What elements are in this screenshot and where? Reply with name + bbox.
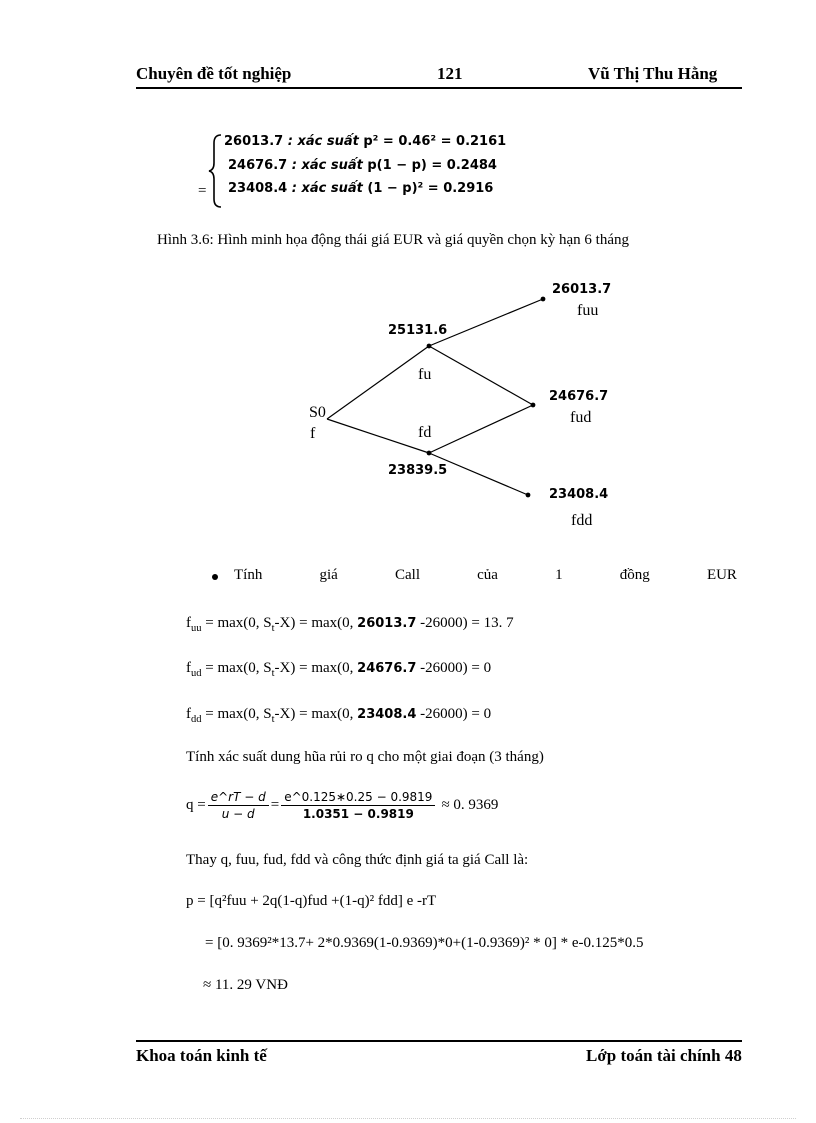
outcome-value-2: 24676.7 xyxy=(228,158,288,173)
q-equation xyxy=(186,790,498,821)
outcome-expr-3: (1 − p)² = 0.2916 xyxy=(367,181,494,196)
bullet-text-row xyxy=(234,567,737,584)
bullet-word-1: Tính xyxy=(234,567,263,583)
edge-s0-down xyxy=(327,419,432,453)
bullet-word-4: của xyxy=(477,567,498,583)
payoff-line-dd: $f_{dd} = \max(0$, $S_t-X) = \max(0$, 23408.4 -26000) = 0 xyxy=(186,706,492,725)
outcome-value-3: 23408.4 xyxy=(228,181,288,196)
node-fd-label: fd xyxy=(418,424,432,441)
outcome-expr-2: p(1 − p) = 0.2484 xyxy=(367,158,497,173)
footer-right: Lớp toán tài chính 48 xyxy=(586,1046,742,1065)
bullet-word-5: 1 xyxy=(555,567,563,583)
q-approx: ≈ 0. 9369 xyxy=(441,797,499,813)
edge-s0-up xyxy=(327,346,432,419)
payoff-value-dd: 23408.4 xyxy=(357,707,417,722)
node-ud-dot xyxy=(531,403,536,408)
bullet-word-3: Call xyxy=(394,567,420,583)
outcome-label-3: : xác suất xyxy=(287,181,368,196)
node-dd-value: 23408.4 xyxy=(549,487,609,502)
outcome-value-1: 26013.7 xyxy=(224,134,284,149)
node-down-value: 23839.5 xyxy=(388,463,448,478)
outcome-label-1: : xác suất xyxy=(283,134,364,149)
node-down-dot xyxy=(427,451,432,456)
q-eq-sign: = xyxy=(270,797,280,813)
node-s0-label: S0 xyxy=(309,404,326,421)
page-number: 121 xyxy=(437,64,463,83)
node-up-dot xyxy=(427,344,432,349)
header-right: Vũ Thị Thu Hằng xyxy=(588,64,718,83)
outcome-expr-1: p² = 0.46² = 0.2161 xyxy=(363,134,507,149)
footer-rule xyxy=(136,1040,742,1042)
node-f-label: f xyxy=(310,425,316,442)
edge-down-ud xyxy=(429,405,533,453)
node-up-value: 25131.6 xyxy=(388,323,448,338)
payoff-value-ud: 24676.7 xyxy=(357,661,417,676)
risk-neutral-prob-text: Tính xác suất dung hũa rủi ro q cho một giai đoạn (3 tháng) xyxy=(186,749,544,765)
q-frac1-den: u − d xyxy=(221,807,255,821)
q-frac1-num: e^rT − d xyxy=(208,790,269,806)
q-frac2-num: e^0.125∗0.25 − 0.9819 xyxy=(281,790,435,806)
q-fraction-numeric xyxy=(281,790,435,821)
outcomes-equals: = xyxy=(198,183,207,199)
outcome-label-2: : xác suất xyxy=(287,158,368,173)
node-uu-value: 26013.7 xyxy=(552,282,612,297)
header-left: Chuyên đề tốt nghiệp xyxy=(136,64,292,83)
footer-left: Khoa toán kinh tế xyxy=(136,1046,267,1065)
bullet-word-7: EUR xyxy=(706,567,737,583)
q-frac2-den: 1.0351 − 0.9819 xyxy=(302,807,414,821)
q-lhs: q = xyxy=(186,797,206,813)
figure-caption: Hình 3.6: Hình minh họa động thái giá EUR và giá quyền chọn kỳ hạn 6 tháng xyxy=(157,232,630,248)
node-uu-dot xyxy=(541,297,546,302)
node-fdd-label: fdd xyxy=(571,512,593,529)
node-fuu-label: fuu xyxy=(577,302,599,319)
page-bottom-dotted-rule xyxy=(20,1118,796,1119)
q-fraction-symbolic xyxy=(208,790,269,821)
node-dd-dot xyxy=(526,493,531,498)
call-price-result: ≈ 11. 29 VNĐ xyxy=(203,977,288,993)
payoff-line-uu: $f_{uu} = \max(0$, $S_t-X) = \max(0$, 26013.7 -26000) = 13. 7 xyxy=(186,615,514,634)
bullet-icon xyxy=(212,574,218,580)
substitution-text: Thay q, fuu, fud, fdd và công thức định giá ta giá Call là: xyxy=(186,852,529,868)
payoff-value-uu: 26013.7 xyxy=(357,616,417,631)
pricing-calculation: = [0. 9369²*13.7+ 2*0.9369(1-0.9369)*0+(1-0.9369)² * 0] * e-0.125*0.5 xyxy=(205,935,644,951)
node-fu-label: fu xyxy=(418,366,432,383)
bullet-word-6: đồng xyxy=(619,567,650,583)
bullet-word-2: giá xyxy=(319,567,338,583)
node-fud-label: fud xyxy=(570,409,592,426)
edge-up-ud xyxy=(429,346,533,405)
pricing-formula: p = [q²fuu + 2q(1-q)fud +(1-q)² fdd] e -rT xyxy=(186,893,437,909)
node-ud-value: 24676.7 xyxy=(549,389,609,404)
payoff-line-ud: $f_{ud} = \max(0$, $S_t-X) = \max(0$, 24676.7 -26000) = 0 xyxy=(186,660,492,679)
